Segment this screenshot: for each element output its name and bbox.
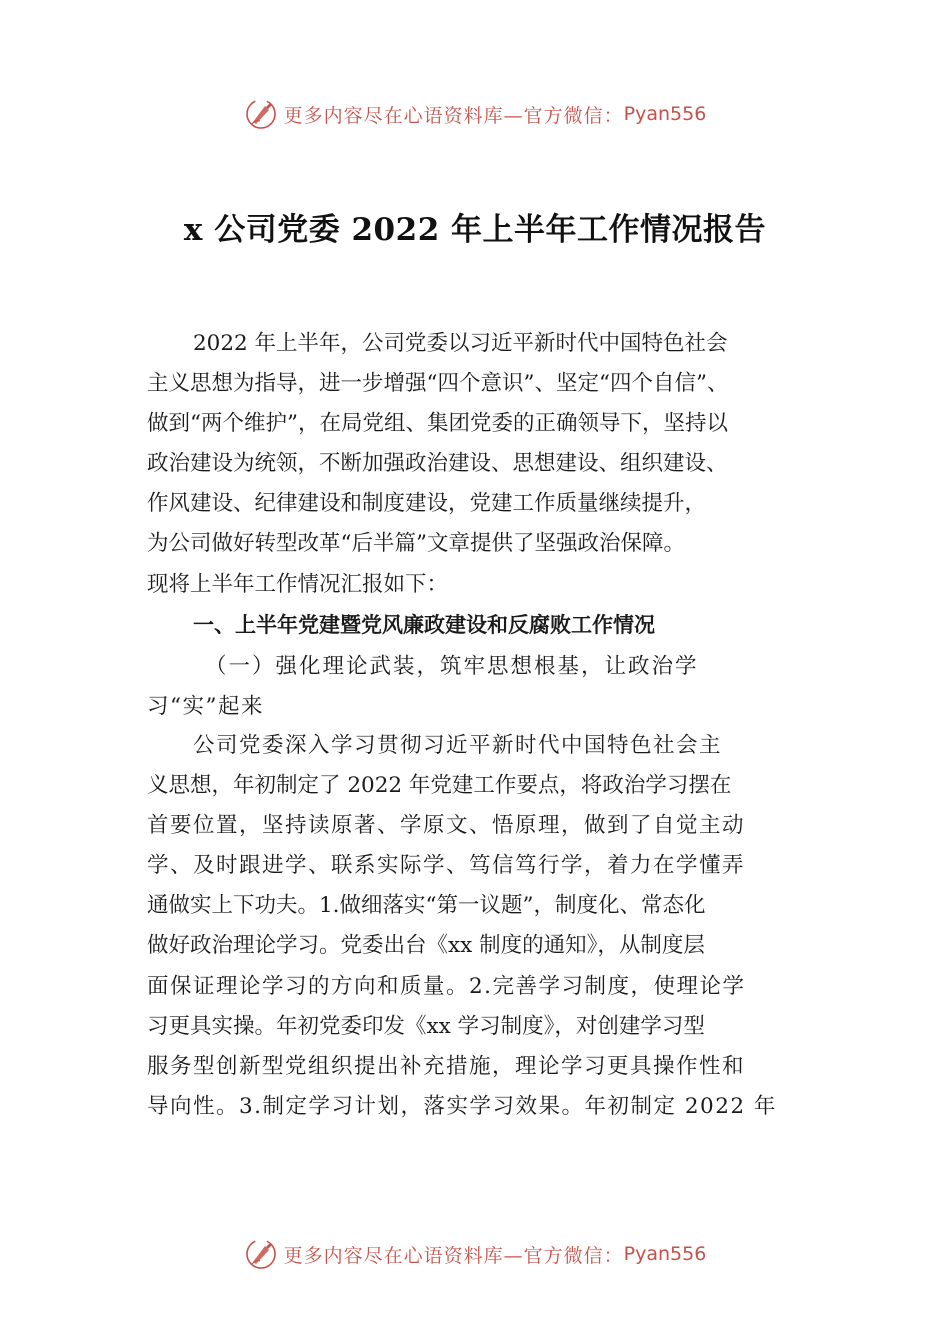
text-line: 作风建设、纪律建设和制度建设，党建工作质量继续提升， bbox=[147, 491, 707, 517]
text-line: 学、及时跟进学、联系实际学、笃信笃行学，着力在学懂弄 bbox=[147, 853, 746, 879]
text-line: 习更具实操。年初党委印发《xx 学习制度》，对创建学习型 bbox=[147, 1013, 705, 1039]
text-line: 做到“两个维护”，在局党组、集团党委的正确领导下，坚持以 bbox=[147, 411, 728, 437]
text-line: 导向性。3.制定学习计划，落实学习效果。年初制定 2022 年 bbox=[147, 1093, 777, 1119]
text-line: 现将上半年工作情况汇报如下： bbox=[147, 571, 449, 597]
watermark-wechat-id: Pyan556 bbox=[623, 103, 707, 125]
header-watermark bbox=[0, 96, 950, 132]
text-line: 为公司做好转型改革“后半篇”文章提供了坚强政治保障。 bbox=[147, 531, 685, 557]
document-title: x 公司党委 2022 年上半年工作情况报告 bbox=[183, 212, 767, 248]
watermark-text: 更多内容尽在心语资料库—官方微信： bbox=[283, 104, 624, 127]
text-line: 服务型创新型党组织提出补充措施，理论学习更具操作性和 bbox=[147, 1053, 746, 1079]
text-line: 公司党委深入学习贯彻习近平新时代中国特色社会主 bbox=[193, 733, 723, 758]
text-line: 政治建设为统领，不断加强政治建设、思想建设、组织建设、 bbox=[147, 451, 728, 477]
text-line: 做好政治理论学习。党委出台《xx 制度的通知》，从制度层 bbox=[147, 933, 705, 959]
watermark-text: 更多内容尽在心语资料库—官方微信： bbox=[283, 1244, 624, 1267]
text-line: 首要位置，坚持读原著、学原文、悟原理，做到了自觉主动 bbox=[147, 813, 746, 839]
text-line: 通做实上下功夫。1.做细落实“第一议题”，制度化、常态化 bbox=[147, 893, 706, 919]
pen-nib-logo-icon bbox=[244, 1237, 278, 1271]
text-line: 义思想，年初制定了 2022 年党建工作要点，将政治学习摆在 bbox=[147, 773, 732, 799]
intro-paragraph bbox=[147, 324, 823, 727]
text-line: 主义思想为指导，进一步增强“四个意识”、坚定“四个自信”、 bbox=[147, 371, 729, 397]
subsection-heading: （一）强化理论武装，筑牢思想根基，让政治学 bbox=[205, 653, 699, 679]
pen-nib-logo-icon bbox=[244, 97, 278, 131]
subsection-heading-cont: 习“实”起来 bbox=[147, 693, 264, 719]
text-line: 2022 年上半年，公司党委以习近平新时代中国特色社会 bbox=[193, 331, 728, 356]
study-paragraph bbox=[147, 726, 823, 1127]
section-heading: 一、上半年党建暨党风廉政建设和反腐败工作情况 bbox=[193, 612, 655, 637]
footer-watermark bbox=[0, 1236, 950, 1272]
watermark-wechat-id: Pyan556 bbox=[623, 1243, 707, 1265]
text-line: 面保证理论学习的方向和质量。2.完善学习制度，使理论学 bbox=[147, 973, 746, 999]
